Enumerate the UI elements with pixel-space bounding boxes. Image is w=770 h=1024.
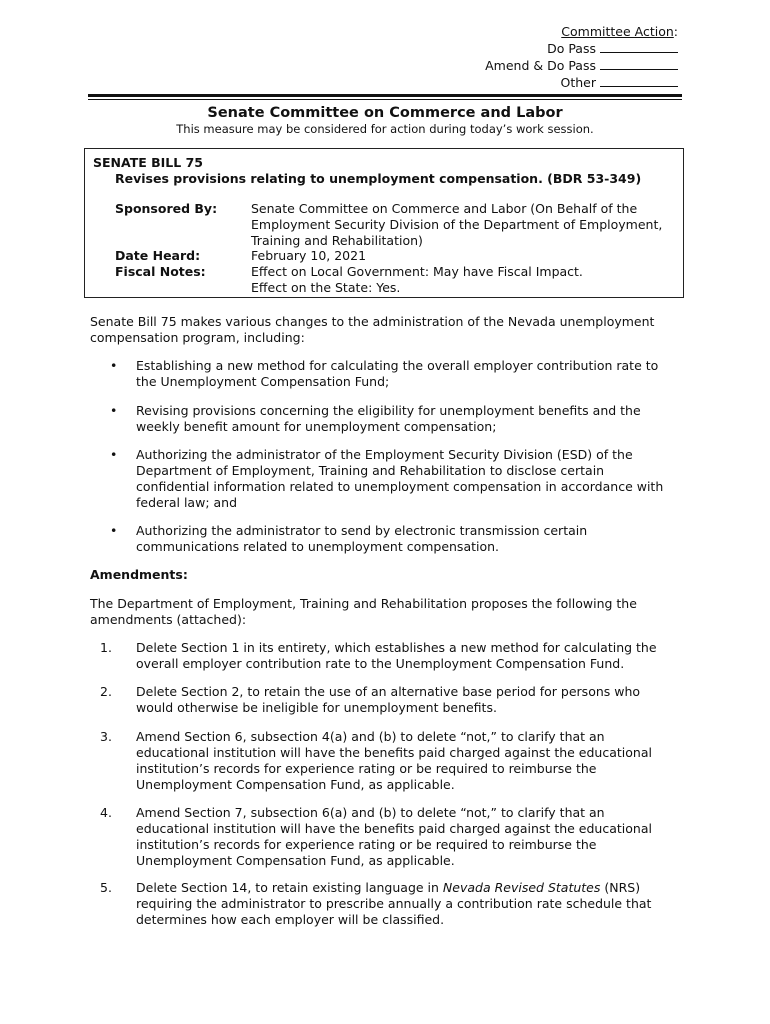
header-divider xyxy=(88,94,682,100)
amendments-intro: The Department of Employment, Training and Rehabilitation proposes the following the amendments (attached): xyxy=(90,596,637,627)
bill-summary: Revises provisions relating to unemployment compensation. (BDR 53-349) xyxy=(115,171,642,186)
committee-action-heading: Committee Action: xyxy=(561,24,678,39)
other-line: Other xyxy=(378,74,678,91)
date-heard-value: February 10, 2021 xyxy=(251,248,367,263)
amend-do-pass-line: Amend & Do Pass xyxy=(378,57,678,74)
fiscal-notes-value: Effect on Local Government: May have Fiscal Impact. Effect on the State: Yes. xyxy=(251,264,583,295)
sponsored-by-label: Sponsored By: xyxy=(115,201,218,216)
bill-number: SENATE BILL 75 xyxy=(93,155,203,170)
do-pass-blank xyxy=(600,40,678,53)
other-blank xyxy=(600,74,678,87)
sponsored-by-value: Senate Committee on Commerce and Labor (On Behalf of the Employment Security Division of the Department of Employment, Training and Rehabilitation) xyxy=(251,201,663,248)
date-heard-label: Date Heard: xyxy=(115,248,201,263)
session-note: This measure may be considered for action during today’s work session. xyxy=(176,122,594,136)
fiscal-notes-label: Fiscal Notes: xyxy=(115,264,206,279)
do-pass-line: Do Pass xyxy=(378,40,678,57)
bill-info-box xyxy=(84,148,684,298)
committee-action-block xyxy=(378,24,678,91)
nrs-citation: Nevada Revised Statutes xyxy=(442,880,601,895)
document-page: Committee Action: Do Pass Amend & Do Pass Other Senate Committee on Commerce and Labor This measure may be considered for action during today’s work session. SENATE BILL 75 Revises provisions relating to unemployment compensation. (BDR 53-349) Sponsored By: Senate Committee on Commerce and Labor (On Behalf of the Employment Security Division of the Department of Employment, Training and Rehabilitation) Date Heard: February 10, 2021 Fiscal Notes: Effect on Local Government: May have Fiscal Impact. Effect on the State: Yes. Senate Bill 75 makes various changes to the administration of the Nevada unemployment compensation program, including: • Establishing a new method for calculating the overall employer contribution rate to the Unemployment Compensation Fund; • Revising provisions concerning the eligibility for unemployment benefits and the weekly benefit amount for unemployment compensation; • Authorizing the administrator of the Employment Security Division (ESD) of the Department of Employment, Training and Rehabilitation to disclose certain confidential information related to unemployment compensation in accordance with federal law; and • Authorizing the administrator to send by electronic transmission certain communications related to unemployment compensation. Amendments: The Department of Employment, Training and Rehabilitation proposes the following the amendments (attached): 1. Delete Section 1 in its entirety, which establishes a new method for calculating the overall employer contribution rate to the Unemployment Compensation Fund. 2. Delete Section 2, to retain the use of an alternative base period for persons who would otherwise be ineligible for unemployment benefits. 3. Amend Section 6, subsection 4(a) and (b) to delete “not,” to clarify that an educational institution will have the benefits paid charged against the educational institution’s records for experience rating or be required to reimburse the Unemployment Compensation Fund, as applicable. 4. Amend Section 7, subsection 6(a) and (b) to delete “not,” to clarify that an educational institution will have the benefits paid charged against the educational institution’s records for experience rating or be required to reimburse the Unemployment Compensation Fund, as applicable. 5. Delete Section 14, to retain existing language in Nevada Revised Statutes (NRS) requiring the administrator to prescribe annually a contribution rate schedule that determines how each employer will be classified. xyxy=(0,0,770,1024)
amend-do-pass-blank xyxy=(600,57,678,70)
committee-title: Senate Committee on Commerce and Labor xyxy=(207,105,563,121)
intro-paragraph: Senate Bill 75 makes various changes to the administration of the Nevada unemployment compensation program, including: xyxy=(90,314,655,345)
amendments-heading: Amendments: xyxy=(90,567,188,582)
